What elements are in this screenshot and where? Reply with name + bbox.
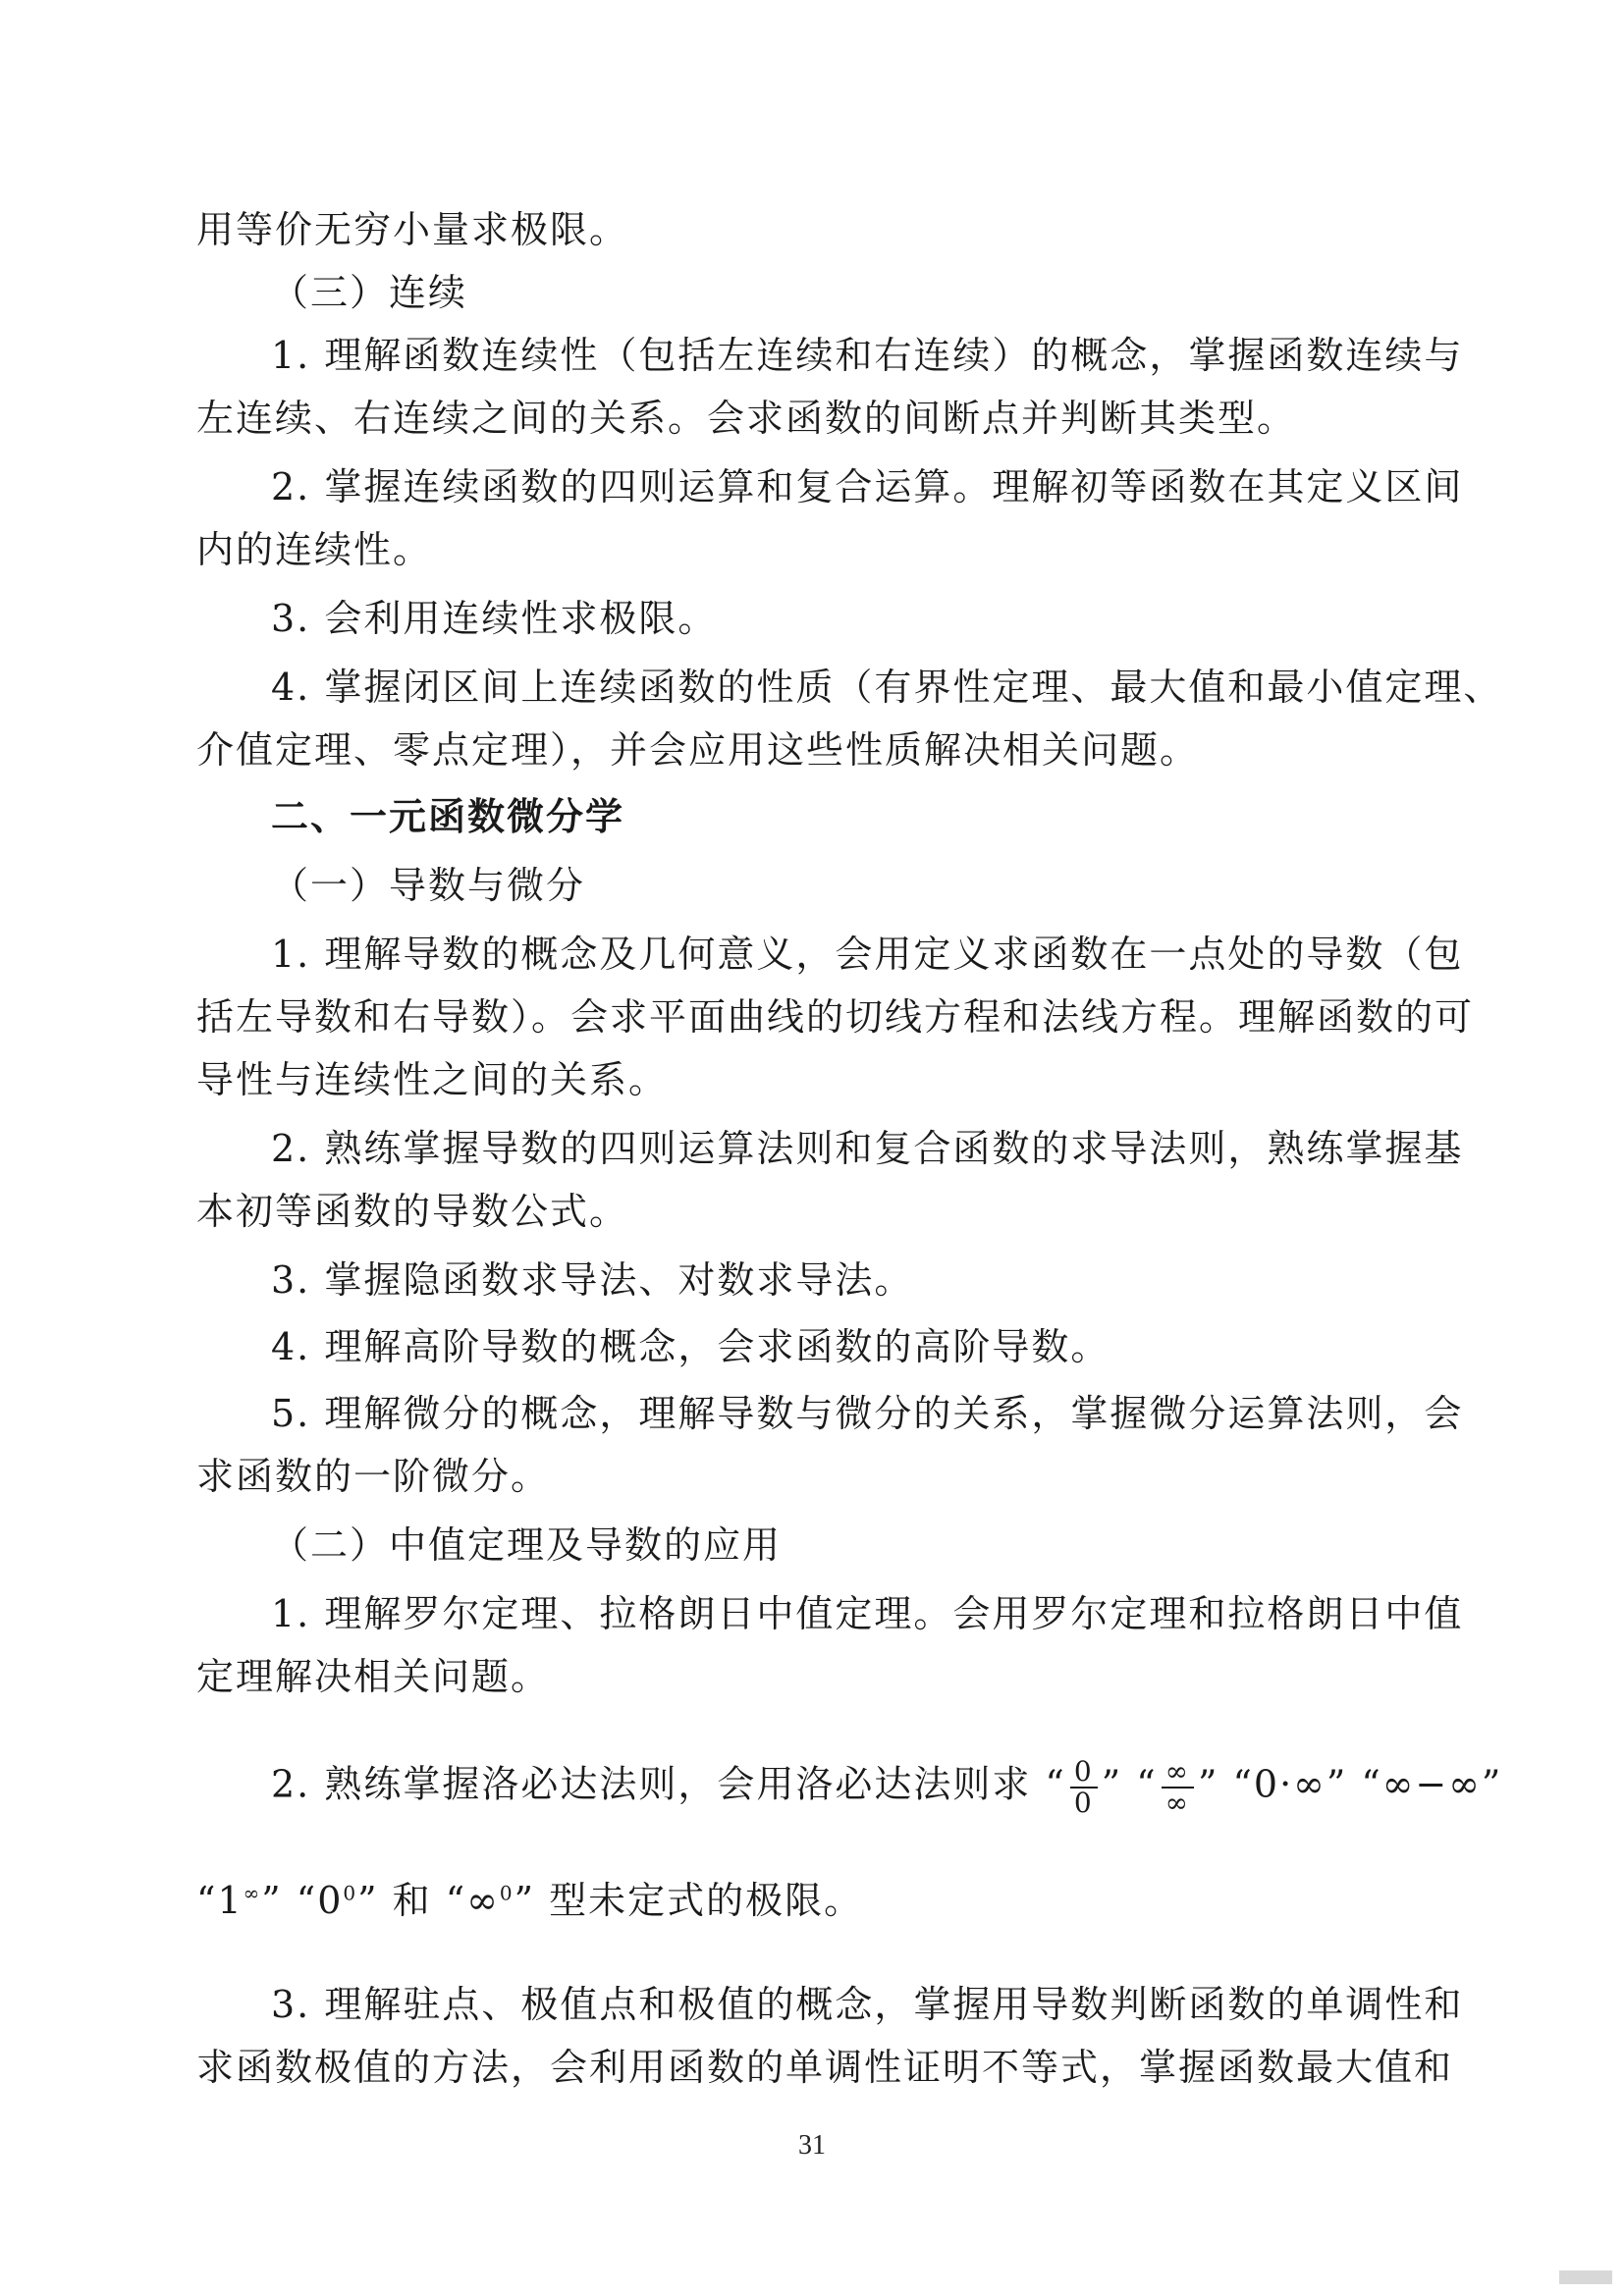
text-line: 本初等函数的导数公式。	[196, 1190, 629, 1233]
fraction-inf-over-inf: $\frac{\infty}{\infty}$	[1162, 1757, 1194, 1818]
lhopital-forms-line: 2. 熟练掌握洛必达法则，会用洛必达法则求 “ $\frac{0}{0}$ ” “ $\frac{\infty}{\infty}$ ” “0·∞” “∞−∞”	[271, 1755, 1503, 1819]
text-line: 2. 掌握连续函数的四则运算和复合运算。理解初等函数在其定义区间	[271, 465, 1464, 508]
form-inf-minus-inf: ∞−∞	[1381, 1762, 1482, 1806]
watermark-logo	[1559, 2270, 1612, 2284]
text-line: 3. 会利用连续性求极限。	[271, 597, 718, 640]
text-line: 导性与连续性之间的关系。	[196, 1058, 669, 1101]
text-line: 3. 掌握隐函数求导法、对数求导法。	[271, 1258, 914, 1302]
text-line: 求函数极值的方法，会利用函数的单调性证明不等式，掌握函数最大值和	[196, 2046, 1454, 2089]
text-line: 1. 理解函数连续性（包括左连续和右连续）的概念，掌握函数连续与	[271, 334, 1464, 377]
text-line: 5. 理解微分的概念，理解导数与微分的关系，掌握微分运算法则，会	[271, 1392, 1464, 1435]
fraction-zero-over-zero: $\frac{0}{0}$	[1070, 1757, 1098, 1818]
text-line: 括左导数和右导数）。会求平面曲线的切线方程和法线方程。理解函数的可	[196, 995, 1475, 1039]
text-line: 内的连续性。	[196, 528, 433, 571]
form-zero-times-inf: 0·∞	[1253, 1762, 1326, 1806]
subsection-heading: （一）导数与微分	[271, 864, 586, 907]
subsection-heading: （三）连续	[271, 271, 468, 314]
section-heading: 二、一元函数微分学	[271, 795, 625, 838]
page-number: 31	[798, 2130, 826, 2161]
text-line: 1. 理解罗尔定理、拉格朗日中值定理。会用罗尔定理和拉格朗日中值	[271, 1592, 1464, 1635]
text-line: 1. 理解导数的概念及几何意义，会用定义求函数在一点处的导数（包	[271, 933, 1464, 976]
text-line: 左连续、右连续之间的关系。会求函数的间断点并判断其类型。	[196, 397, 1297, 440]
subsection-heading: （二）中值定理及导数的应用	[271, 1523, 783, 1567]
text-segment: 2. 熟练掌握洛必达法则，会用洛必达法则求	[271, 1762, 1032, 1806]
indeterminate-forms-line: “1∞” “$0^0$” 和 “∞$^0$” 型未定式的极限。	[196, 1879, 864, 1922]
text-line: 用等价无穷小量求极限。	[196, 208, 629, 251]
text-line: 4. 理解高阶导数的概念，会求函数的高阶导数。	[271, 1325, 1110, 1368]
text-line: 介值定理、零点定理），并会应用这些性质解决相关问题。	[196, 728, 1200, 772]
text-line: 求函数的一阶微分。	[196, 1455, 551, 1498]
text-line: 3. 理解驻点、极值点和极值的概念，掌握用导数判断函数的单调性和	[271, 1983, 1464, 2026]
text-line: 定理解决相关问题。	[196, 1655, 551, 1698]
text-line: 4. 掌握闭区间上连续函数的性质（有界性定理、最大值和最小值定理、	[271, 666, 1503, 709]
text-line: 2. 熟练掌握导数的四则运算法则和复合函数的求导法则，熟练掌握基	[271, 1127, 1464, 1170]
